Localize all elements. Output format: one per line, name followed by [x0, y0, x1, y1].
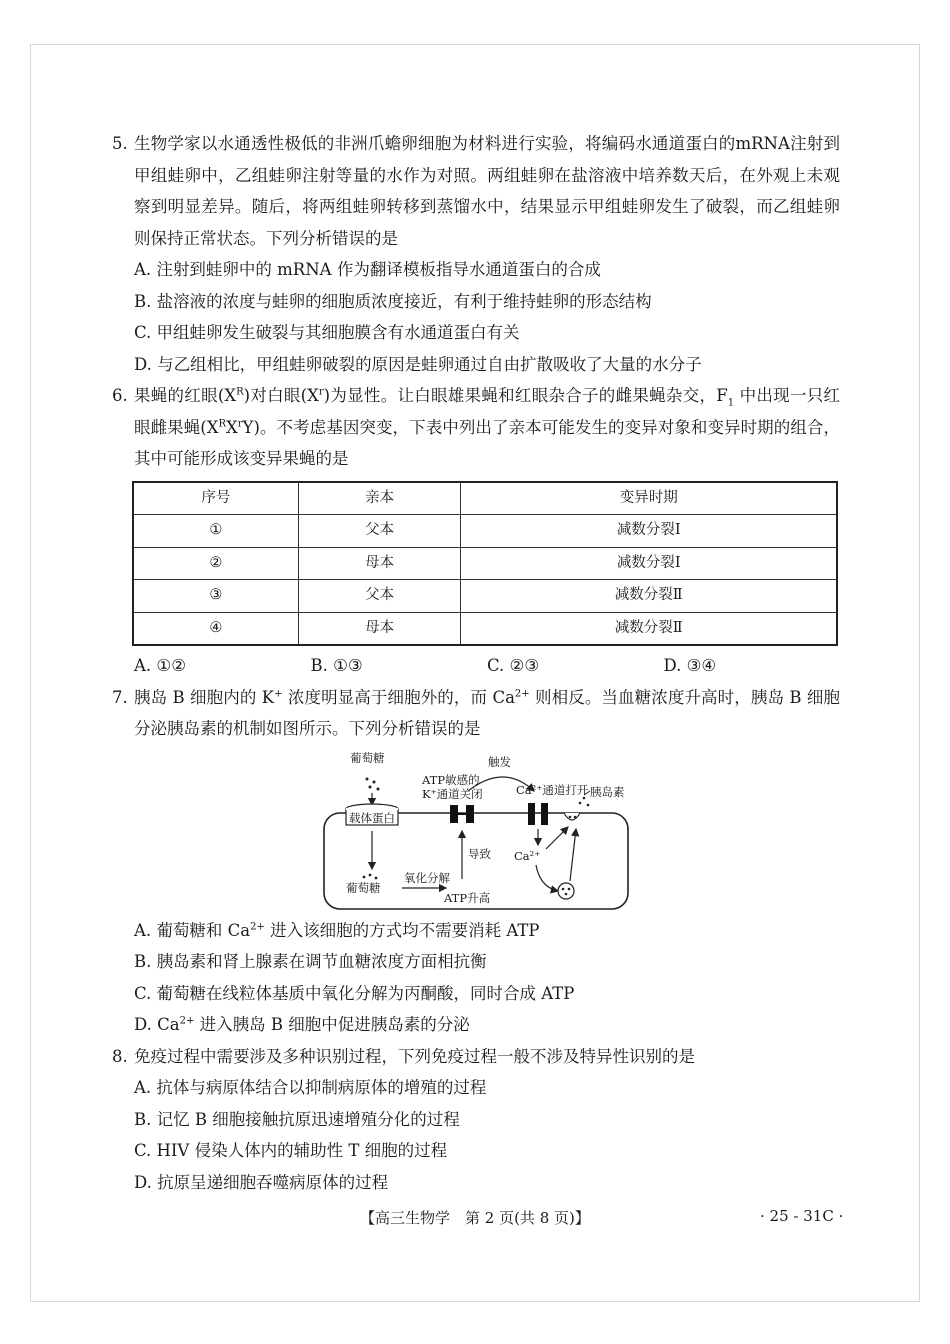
stem-text: 则相反。当血糖浓度升高时，胰岛 B 细胞分泌胰岛素的机制如图所示。下列分析错误的是 [134, 687, 840, 738]
ca-to-exocytosis-arrow [546, 827, 568, 849]
label-trigger: 触发 [488, 754, 511, 769]
label-oxidation: 氧化分解 [404, 870, 450, 885]
label-atp-rise: ATP升高 [444, 890, 491, 905]
stem-superscript: 2+ [514, 688, 530, 699]
stem-superscript: + [274, 688, 283, 699]
label-glucose-inside: 葡萄糖 [346, 880, 381, 895]
option-text: A. 葡萄糖和 Ca [134, 920, 251, 940]
label-leads-to: 导致 [468, 846, 491, 861]
label-glucose-outside: 葡萄糖 [350, 750, 385, 765]
option-a: A. 注射到蛙卵中的 mRNA 作为翻译模板指导水通道蛋白的合成 [134, 260, 601, 279]
stem-text: 果蝇的红眼(X [134, 386, 237, 405]
option-b: B. ①③ [310, 656, 363, 675]
table-cell: 减数分裂Ⅱ [461, 580, 837, 613]
option-text: 进入胰岛 B 细胞中促进胰岛素的分泌 [194, 1015, 470, 1034]
stem-text: )为显性。让白眼雄果蝇和红眼杂合子的雌果蝇杂交，F [323, 386, 728, 405]
stem-superscript: R [218, 418, 227, 429]
option-b [112, 946, 840, 978]
option-a: A. ①② [134, 656, 186, 675]
label-ca-ion: Ca²⁺ [514, 848, 541, 863]
option-text: D. Ca [134, 1015, 180, 1034]
table-cell: 母本 [298, 547, 461, 580]
label-ca-channel: Ca²⁺通道打开 [516, 782, 589, 797]
label-k-channel-line1: ATP敏感的 [422, 772, 480, 787]
vesicle-to-membrane-arrow [570, 829, 576, 881]
table-cell: 母本 [298, 612, 461, 645]
table-cell: ① [133, 515, 298, 548]
question-number: 5. [112, 134, 128, 153]
table-header: 序号 [133, 482, 298, 515]
option-text: B. 胰岛素和肾上腺素在调节血糖浓度方面相抗衡 [134, 952, 487, 971]
exam-content [112, 128, 840, 1198]
question-stem: 生物学家以水通透性极低的非洲爪蟾卵细胞为材料进行实验，将编码水通道蛋白的mRNA注射到甲组蛙卵中，乙组蛙卵注射等量的水作为对照。两组蛙卵在盐溶液中培养数天后，在外观上未观察到明显差异。随后，将两组蛙卵转移到蒸馏水中，结果显示甲组蛙卵发生了破裂，而乙组蛙卵则保持正常状态。下列分析错误的是 [134, 134, 840, 248]
insulin-vesicle [558, 883, 574, 899]
table-cell: 减数分裂Ⅰ [461, 547, 837, 580]
insulin-secretion-diagram [318, 751, 638, 915]
question-stem [112, 682, 840, 745]
table-header: 变异时期 [461, 482, 837, 515]
option-a: A. 抗体与病原体结合以抑制病原体的增殖的过程 [134, 1078, 487, 1097]
stem-text: 胰岛 B 细胞内的 K [134, 687, 275, 707]
option-text: C. 葡萄糖在线粒体基质中氧化分解为丙酮酸，同时合成 ATP [134, 983, 575, 1003]
table-cell: 父本 [298, 515, 461, 548]
table-row [133, 547, 837, 580]
question-number: 6. [112, 386, 128, 405]
question-6 [112, 380, 840, 682]
stem-text: Y)。不考虑基因突变，下表中列出了亲本可能发生的变异对象和变异时期的组合，其中可能形成该变异果蝇的是 [134, 417, 840, 468]
option-b: B. 记忆 B 细胞接触抗原迅速增殖分化的过程 [134, 1109, 460, 1129]
question-5 [112, 128, 840, 380]
label-carrier-protein: 载体蛋白 [349, 810, 395, 825]
option-d: D. 抗原呈递细胞吞噬病原体的过程 [134, 1172, 389, 1192]
label-insulin: 胰岛素 [590, 784, 625, 799]
option-c: C. ②③ [487, 656, 540, 675]
option-b: B. 盐溶液的浓度与蛙卵的细胞质浓度接近，有利于维持蛙卵的形态结构 [134, 291, 652, 311]
option-c [112, 978, 840, 1010]
question-number: 7. [112, 687, 128, 707]
footer-exam-code: · 25 - 31C · [760, 1207, 844, 1225]
stem-superscript: r [237, 418, 243, 429]
table-cell: 父本 [298, 580, 461, 613]
stem-superscript: r [318, 386, 324, 398]
question-7 [112, 682, 840, 1041]
option-a [112, 915, 840, 947]
option-superscript: 2+ [250, 921, 265, 932]
table-row [133, 612, 837, 645]
stem-text: 浓度明显高于细胞外的，而 Ca [282, 687, 515, 707]
question-8 [112, 1041, 840, 1199]
label-k-channel-line2: K⁺通道关闭 [422, 786, 483, 801]
options-row [112, 650, 840, 682]
table-cell: 减数分裂Ⅰ [461, 515, 837, 548]
table-row [133, 515, 837, 548]
option-text: 进入该细胞的方式均不需要消耗 ATP [264, 920, 540, 940]
table-header-row [133, 482, 837, 515]
table-cell: ③ [133, 580, 298, 613]
table-row [133, 580, 837, 613]
ca-channel-left [528, 803, 535, 825]
question-stem [112, 380, 840, 475]
k-channel-right [466, 805, 474, 823]
stem-text: 中出现一只红眼雌果蝇(X [134, 386, 841, 437]
table-cell: ④ [133, 612, 298, 645]
stem-text: )对白眼(X [243, 386, 319, 405]
option-d: D. 与乙组相比，甲组蛙卵破裂的原因是蛙卵通过自由扩散吸收了大量的水分子 [134, 354, 702, 374]
table-cell: ② [133, 547, 298, 580]
table-cell: 减数分裂Ⅱ [461, 612, 837, 645]
glucose-dots-inside [363, 873, 378, 879]
stem-superscript: R [236, 386, 244, 398]
option-superscript: 2+ [179, 1015, 195, 1027]
stem-text: X [226, 417, 238, 437]
option-c: C. 甲组蛙卵发生破裂与其细胞膜含有水通道蛋白有关 [134, 323, 520, 342]
stem-subscript: 1 [727, 397, 735, 409]
footer-page-info: 【高三生物学 第 2 页(共 8 页)】 [360, 1209, 590, 1227]
k-channel-left [450, 805, 458, 823]
question-stem: 免疫过程中需要涉及多种识别过程，下列免疫过程一般不涉及特异性识别的是 [134, 1046, 695, 1066]
option-c: C. HIV 侵染人体内的辅助性 T 细胞的过程 [134, 1141, 448, 1160]
ca-to-vesicle-arrow [536, 865, 558, 891]
table-header: 亲本 [298, 482, 461, 515]
exocytosis-pocket [564, 813, 580, 820]
question-number: 8. [112, 1046, 128, 1066]
ca-channel-right [541, 803, 548, 825]
option-d [112, 1009, 840, 1041]
variation-table [132, 481, 838, 647]
option-d: D. ③④ [663, 656, 717, 675]
glucose-dots-outside [366, 777, 380, 790]
